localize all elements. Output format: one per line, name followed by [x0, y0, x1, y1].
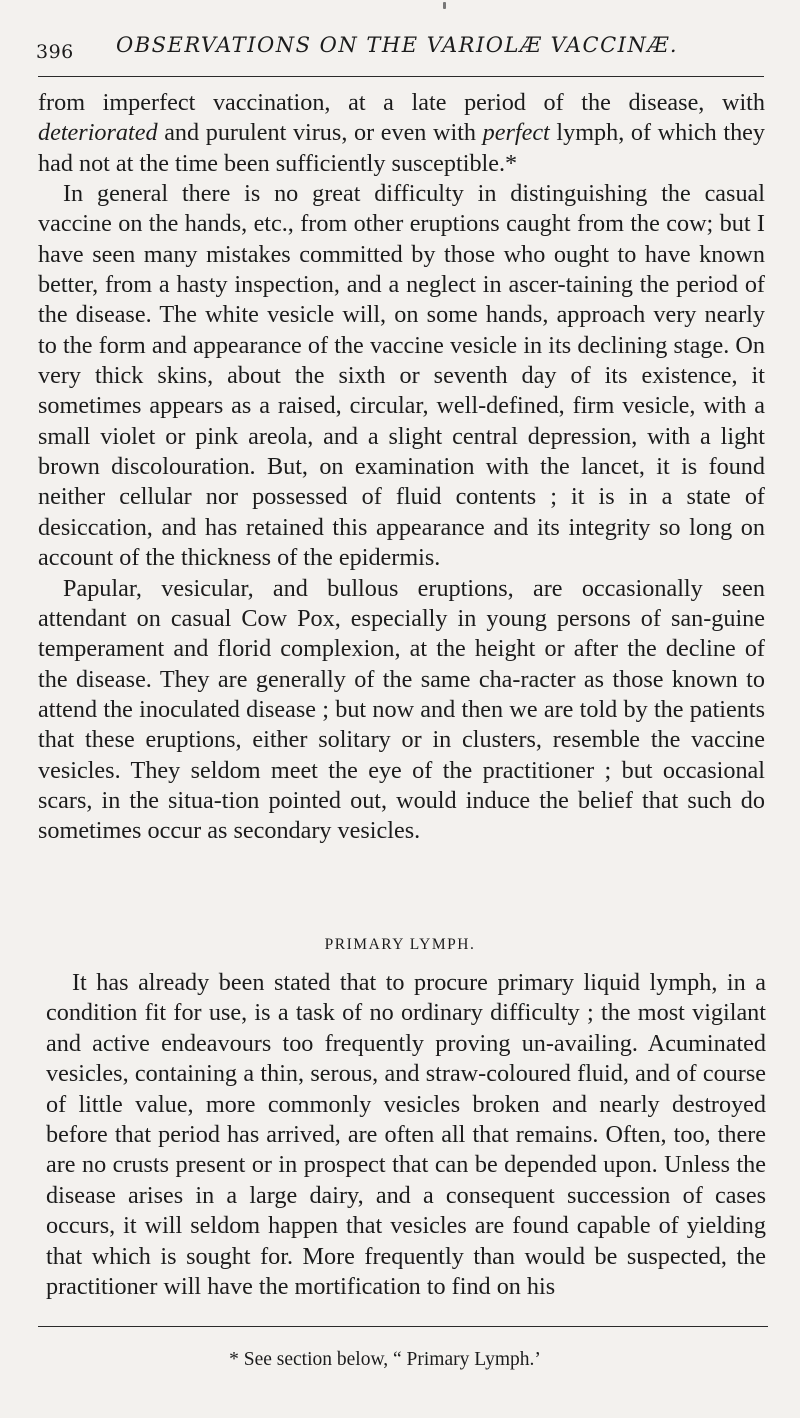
section-paragraph: It has already been stated that to procure primary liquid lymph, in a condition fit for use, is a task of no ordinary difficulty ; the most vigilant and active endeavours too frequently proving un-availing. Acuminated vesicles, containing a thin, serous, and straw-coloured fluid, and of course of little value, more commonly vesicles broken and nearly destroyed before that period has arrived, are often all that remains. Often, too, there are no crusts present or in prospect that can be depended upon. Unless the disease arises in a large dairy, and a consequent succession of cases occurs, it will seldom happen that vesicles are found capable of yielding that which is sought for. More frequently than would be suspected, the practitioner will have the mortification to find on his — [46, 969, 766, 1301]
footnote-rule — [38, 1326, 768, 1327]
emphasis-deteriorated: deteriorated — [38, 119, 158, 147]
section-body — [46, 968, 766, 1302]
footnote: * See section below, “ Primary Lymph.’ — [229, 1349, 541, 1370]
paragraph-2: In general there is no great difficulty in distinguishing the casual vaccine on the hands, etc., from other eruptions caught from the cow; but I have seen many mistakes committed by those who ought to have known better, from a hasty inspection, and a neglect in ascer-taining the period of the disease. The white vesicle will, on some hands, approach very nearly to the form and appearance of the vaccine vesicle in its declining stage. On very thick skins, about the sixth or seventh day of its existence, it sometimes appears as a raised, circular, well-defined, firm vesicle, with a small violet or pink areola, and a slight central depression, with a light brown discolouration. But, on examination with the lancet, it is found neither cellular nor possessed of fluid contents ; it is in a state of desiccation, and has retained this appearance and its integrity so long on account of the thickness of the epidermis. — [38, 180, 765, 572]
header-rule — [38, 76, 764, 77]
paragraph-1-run-3: and purulent virus, or even with — [157, 119, 483, 147]
page-number: 396 — [36, 41, 74, 63]
running-title: OBSERVATIONS ON THE VARIOLÆ VACCINÆ. — [116, 33, 679, 57]
paragraph-1-run-1: from imperfect vaccination, at a late period of the disease, with — [38, 89, 765, 116]
paragraph-1 — [38, 88, 765, 179]
section-heading: PRIMARY LYMPH. — [324, 936, 476, 953]
paragraph-3: Papular, vesicular, and bullous eruptions, are occasionally seen attendant on casual Cow Pox, especially in young persons of san-guine temperament and florid complexion, at the height or after the decline of the disease. They are generally of the same cha-racter as those known to attend the inoculated disease ; but now and then we are told by the patients that these eruptions, either solitary or in clusters, resemble the vaccine vesicles. They seldom meet the eye of the practitioner ; but occasional scars, in the situa-tion pointed out, would induce the belief that such do sometimes occur as secondary vesicles. — [38, 574, 765, 845]
body-text — [38, 88, 765, 847]
paragraph-1-run-5: lymph, of which they had not at the time been sufficiently susceptible.* — [38, 119, 765, 177]
emphasis-perfect: perfect — [482, 119, 550, 147]
running-head — [36, 33, 766, 65]
ink-speck — [443, 2, 446, 9]
